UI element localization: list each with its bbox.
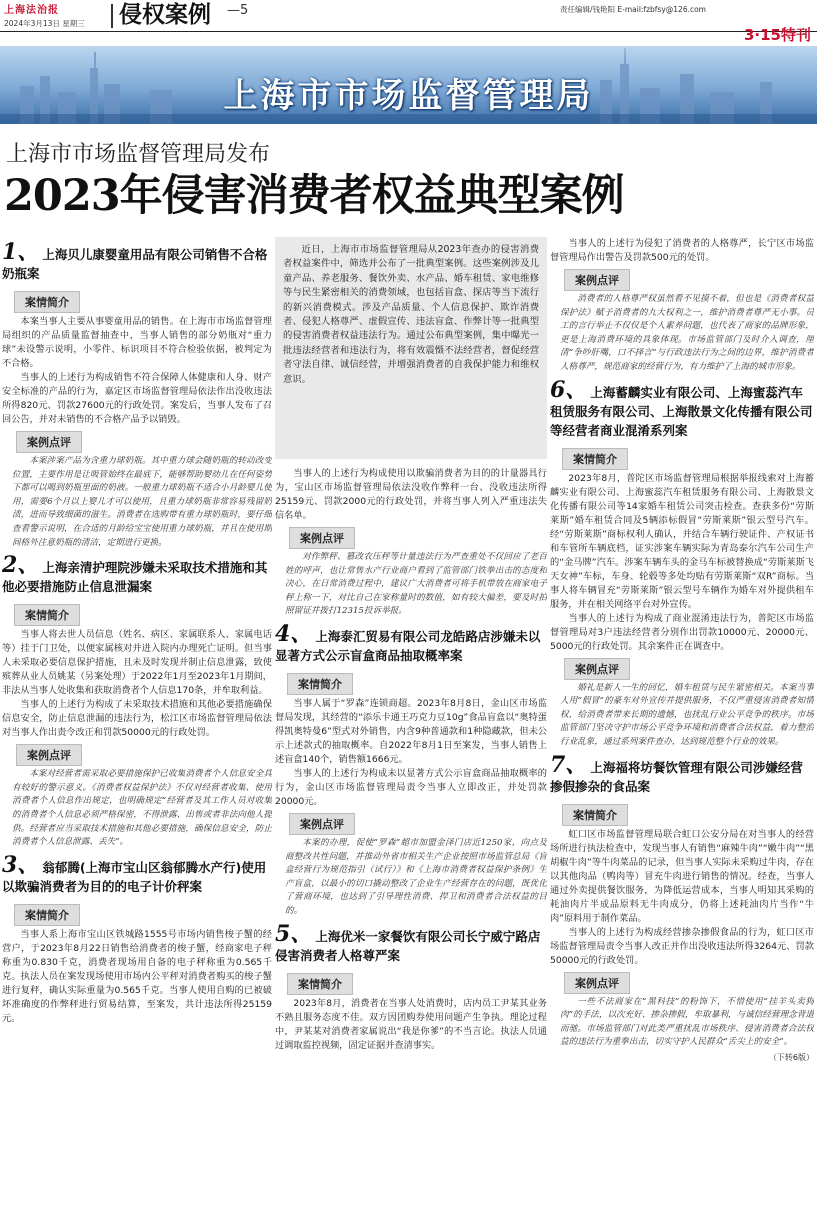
case-title-text: 上海蓄麟实业有限公司、上海蜜蕊汽车租赁服务有限公司、上海散景文化传播有限公司等经营者商业混淆系列案 (550, 384, 813, 438)
comment-text: 婚礼是新人一生的回忆，婚车租赁与民生紧密相关。本案当事人用“假冒”的豪车对外宣传并提供服务，不仅严重侵害消费者知情权，给消费者带来长期的遗憾，也扰乱行业公平竞争的秩序。市场监管部门坚决守护市场公平竞争环境和消费者合法权益，着力整治行业乱象，通过系列案件查办，达到规范整个行业的效果。 (560, 682, 814, 747)
case-number: 2、 (2, 552, 40, 579)
paragraph: 当事人的上述行为构成了商业混淆违法行为，普陀区市场监督管理局对3户违法经营者分别作出罚款10000元、20000元、5000元的行政处罚。其余案件正在调查中。 (550, 612, 814, 652)
case-title-text: 上海优米一家餐饮有限公司长宁威宁路店侵害消费者人格尊严案 (275, 928, 541, 963)
brief-label: 案情简介 (14, 291, 80, 313)
issue-date: 2024年3月13日 星期三 (4, 19, 85, 28)
banner (0, 46, 817, 124)
case-number: 3、 (2, 851, 40, 878)
column-1 (2, 237, 272, 1227)
case-title (550, 751, 814, 796)
comment-text: 本案的办理，促使“罗森”超市加盟金泽门店近1250家，向点及商整改共性问题，并推动外省市相关生产企业按照市场监管总局《盲盒经营行为规范指引（试行）》和《上海市消费者权益保护条例》生产盲盒，以最小的切口撬动整改了企业生产经营存在的问题，既优化了营商环境，也达到了引导理性消费、捍卫和消费者合法权益的目的。 (285, 837, 547, 916)
comment-label: 案例点评 (289, 527, 355, 549)
article-subtitle: 上海市市场监督管理局发布 (6, 142, 271, 167)
brief-label: 案情简介 (14, 904, 80, 926)
editor-info: 责任编辑/钱艳阳 E-mail:fzbfsy@126.com (560, 5, 706, 14)
case-1 (2, 239, 272, 550)
paragraph: 当事人的上述行为构成了未采取技术措施和其他必要措施确保信息安全，防止信息泄漏的违法行为，松江区市场监督管理局依法对当事人作出责令改正和罚款50000元的行政处罚。 (2, 699, 272, 739)
case-title (275, 620, 547, 665)
paragraph: 当事人的上述行为侵犯了消费者的人格尊严，长宁区市场监督管理局作出警告及罚款500元的处罚。 (550, 238, 814, 263)
case-3 (2, 851, 272, 1026)
brief-label: 案情简介 (287, 973, 353, 995)
page-number: —5 (227, 3, 249, 18)
case-title-text: 上海亲清护理院涉嫌未采取技术措施和其他必要措施防止信息泄漏案 (2, 560, 268, 595)
brief-label: 案情简介 (14, 604, 80, 626)
special-issue-badge: 3·15特刊 (743, 26, 811, 44)
column-3 (550, 237, 814, 1227)
case-number: 4、 (275, 620, 313, 647)
comment-label: 案例点评 (564, 269, 630, 291)
case-2 (2, 552, 272, 850)
comment-text: 一些不法商家在“黑科技”的粉饰下，不惜使用“挂羊头卖狗肉”的手法，以次充好、掺杂掺假，牟取暴利，与诚信经营理念背道而驰。市场监管部门对此类严重扰乱市场秩序、侵害消费者合法权益的违法行为重拳出击，切实守护人民群众“舌尖上的安全”。 (560, 996, 814, 1048)
case-number: 1、 (2, 239, 40, 265)
case-7 (550, 751, 814, 1063)
case-title (275, 920, 547, 965)
case-title (2, 851, 272, 896)
comment-text: 本案对经营者需采取必要措施保护已收集消费者个人信息安全具有较好的警示意义。《消费者权益保护法》不仅对经营者收集、使用消费者个人信息作出规定，也明确规定“经营者及其工作人员对收集的消费者个人信息必须严格保密，不得泄露、出售或者非法向他人提供。经营者应当采取技术措施和其他必要措施，确保信息安全，防止消费者个人信息泄露、丢失”。 (12, 769, 272, 848)
masthead-divider (111, 4, 113, 28)
case-title-text: 上海泰汇贸易有限公司龙皓路店涉嫌未以显著方式公示盲盒商品抽取概率案 (275, 628, 541, 663)
continued-note: （下转6版） (768, 1052, 814, 1062)
case-title (550, 376, 814, 440)
case-6 (550, 376, 814, 750)
comment-text: 对作弊秤、篡改农压秤等计量违法行为严查重处不仅回应了老百姓的呼声，也让常售水产行业商户看到了监管部门铁拳出击的态度和决心，在日常消费过程中，建议广大消费者可将手机带放在商家电子秤上称一下，对比自己在家称量时的数值，如有较大偏差，要及时拍照留证并拨打12315投诉举报。 (285, 552, 547, 617)
paragraph: 本案当事人主要从事婴童用品的销售。在上海市市场监督管理局组织的产品质量监督抽查中，当事人销售的部分奶瓶对“重力球”未设警示说明，小零件、标识项目不符合检验依据，被判定为不合格。 (2, 316, 272, 369)
case-title-text: 翁郁腾(上海市宝山区翁郁腾水产行)使用以欺骗消费者为目的的电子计价秤案 (2, 859, 267, 894)
banner-title: 上海市市场监督管理局 (223, 76, 594, 116)
case-4 (275, 620, 547, 919)
section-title: 侵权案例 (119, 2, 211, 28)
comment-text: 消费者的人格尊严权虽然看不见摸不着，但也是《消费者权益保护法》赋予消费者的九大权利之一，维护消费者尊严无小事。员工的言行举止不仅仅是个人素养问题，也代表了商家的品牌形象，更是上海消费环境的具象体现。市场监管部门及时介入调查，厘清“争吵肝嘴，口不择言”与行政违法行为之间的边界，维护消费者人格尊严，规范商家的经营行为，有力维护了上海的城市形象。 (560, 294, 814, 372)
case-number: 6、 (550, 376, 588, 403)
case-title (2, 552, 272, 596)
case-5 (275, 920, 547, 1053)
case-number: 5、 (275, 920, 313, 947)
paragraph: 2023年8月，普陀区市场监督管理局根据举报线索对上海蓄麟实业有限公司、上海蜜蕊汽车租赁服务有限公司、上海散景文化传播有限公司等14家婚车租赁公司突击检查。查获多份“劳斯莱斯”婚车租赁合同及5辆添标假冒“劳斯莱斯”银云型号汽车。经“劳斯莱斯”商标权利人确认，并结合车辆行驶证件、产权证书和车管所车辆底档，证实涉案车辆实际为青岛泰尔汽车公司生产的“金马牌”汽车。涉案车辆车头的金马车标被替换成“劳斯莱斯飞天女神”车标，车身、轮毂等多处均贴有劳斯莱斯“双R”商标。当事人将车辆冒充“劳斯莱斯”银云型号车辆作为婚车对外提供租车服务，并在相关网络平台对外宣传。 (550, 472, 814, 610)
paragraph: 当事人属于“罗森”连锁商超。2023年8月8日，金山区市场监督局发现，其经营的“添乐卡通王巧克力豆10g”食品盲盒以“奥特蛋得凯奥特曼6”型式对外销售，内含9种普通款和1种隐藏款，但未公示上述款式的抽取概率。自2022年8月1日至案发，当事人销售上述盲盒140个，销售额1666元。 (275, 697, 547, 765)
article-title: 2023年侵害消费者权益典型案例 (4, 171, 624, 221)
newspaper-logo: 上海法治报 (4, 5, 59, 16)
paragraph: 虹口区市场监督管理局联合虹口公安分局在对当事人的经营场所进行执法检查中，发现当事人有销售“麻辣牛肉”“嫩牛肉”“黑胡椒牛肉”等牛肉菜品的记录，但当事人实际未采购过牛肉，存在以其他肉品（鸭肉等）冒充牛肉进行销售的情况。经查，当事人通过外卖提供餐饮服务，为降低运营成本，当事人明知其采购的耗油肉片半成品原料无牛肉成分，仍将上述耗油肉片当作“牛肉”原料用于制作菜品。 (550, 828, 814, 924)
comment-label: 案例点评 (564, 972, 630, 994)
case-number: 7、 (550, 751, 588, 778)
brief-label: 案情简介 (287, 673, 353, 695)
comment-label: 案例点评 (16, 431, 82, 453)
paragraph: 当事人的上述行为构成经营掺杂掺假食品的行为，虹口区市场监督管理局责令当事人改正并作出没收违法所得3264元、罚款50000元的行政处罚。 (550, 926, 814, 966)
comment-label: 案例点评 (564, 658, 630, 680)
case-title (2, 239, 272, 283)
paragraph: 当事人的上述行为构成使用以欺骗消费者为目的的计量器具行为，宝山区市场监督管理局依法没收作弊秤一台、没收违法所得25159元、罚款2000元的行政处罚，并将当事人列入严重违法失信名单。 (275, 468, 547, 521)
comment-label: 案例点评 (289, 813, 355, 835)
case-title-text: 上海贝儿康婴童用品有限公司销售不合格奶瓶案 (2, 247, 268, 281)
brief-label: 案情简介 (562, 448, 628, 470)
case-title-text: 上海福将坊餐饮管理有限公司涉嫌经营掺假掺杂的食品案 (550, 759, 803, 794)
paragraph: 当事人将去世人员信息（姓名、病区、家属联系人、家属电话等）挂于门卫处，以便家属核对并进入院内办理死亡证明。但当事人未采取必要信息保护措施，且未及时发现并制止信息泄露，致使殡葬从业人员姚某（另案处理）于2022年1月至2023年1月期间，非法从当事人处收集和获取消费者个人信息170条，并牟取利益。 (2, 629, 272, 697)
comment-label: 案例点评 (16, 744, 82, 766)
paragraph: 2023年8月，消费者在当事人处消费时，店内员工尹某其业务不熟且服务态度不佳。双方因团购券使用问题产生争执。理论过程中，尹某某对消费者家属说出“我是你爹”的不当言论。执法人员通过调取监控视频，固定证据并查清事实。 (275, 997, 547, 1051)
paragraph: 当事人系上海市宝山区铁城路1555号市场内销售梭子蟹的经营户，于2023年8月22日销售给消费者的梭子蟹，经商家电子秤称重为0.830千克，消费者现场用自备的电子秤称重为0.565千克。执法人员在案发现场使用市场内公平秤对消费者购买的梭子蟹进行复秤，确认实际重量为0.565千克。当事人使用自购的已被破坏准确度的作弊秤进行贸易结算，至案发，共计违法所得25159元。 (2, 928, 272, 1024)
masthead (0, 0, 817, 44)
paragraph: 当事人的上述行为构成未以显著方式公示盲盒商品抽取概率的行为，金山区市场监督管理局责令当事人立即改正，并处罚款20000元。 (275, 767, 547, 807)
paragraph: 当事人的上述行为构成销售不符合保障人体健康和人身、财产安全标准的产品的行为，嘉定区市场监督管理局依法作出没收违法所得820元、罚款27600元的行政处罚。案发后，当事人发布了召回公告，并对未销售的不合格产品予以销毁。 (2, 372, 272, 425)
intro-box: 近日，上海市市场监督管理局从2023年查办的侵害消费者权益案件中，筛选并公布了一批典型案例。这些案例涉及儿童产品、养老服务、餐饮外卖、水产品、婚车租赁、家电维修等与民生紧密相关的消费领域，也包括盲盒、探店等当下流行的新兴消费模式。涉及产品质量、个人信息保护、欺诈消费者、侵犯人格尊严、虚假宣传、违法盲盒、作弊计等一批典型的侵害消费者权益违法行为。通过公布典型案例，集中曝光一批违法经营者和违法行为，将有效震慑不法经营者，督促经营者守法自律、诚信经营，并增强消费者的自我保护能力和维权意识。 (275, 237, 547, 459)
comment-text: 本案涉案产品为含重力球奶瓶。其中重力球会随奶瓶的转动改变位置，主要作用是让吸管始终在最底下，能够帮助婴幼儿在任何姿势下都可以喝到奶瓶里面的奶液。一般重力球奶瓶不适合小月龄婴儿使用，需要6个月以上婴儿才可以使用，且重力球奶瓶非常容易残留奶渍，进而导致细菌的滋生。消费者在选购带有重力球奶瓶时，要仔细查看警示说明，在合适的月龄给宝宝使用重力球奶瓶，并且在使用期间格外注意奶瓶的清洁，定期进行更换。 (12, 456, 272, 548)
brief-label: 案情简介 (562, 804, 628, 826)
column-2 (275, 467, 547, 1227)
